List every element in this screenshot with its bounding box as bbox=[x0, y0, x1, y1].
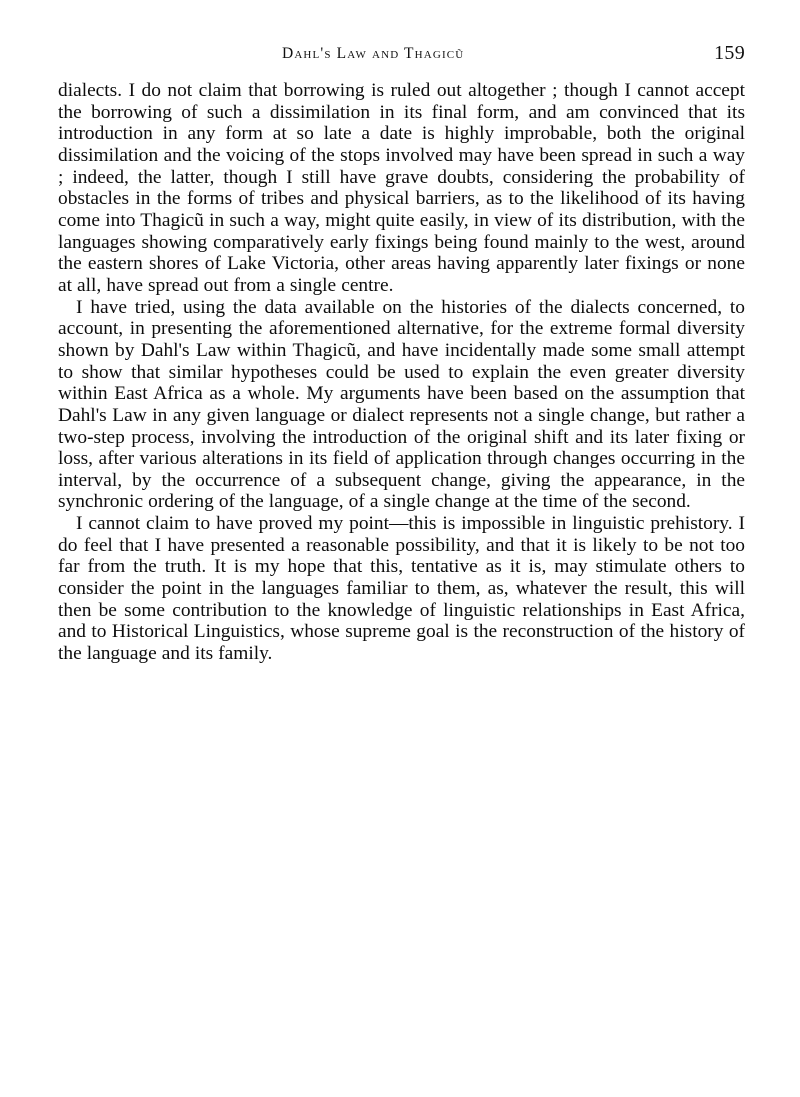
paragraph: I have tried, using the data available on the histories of the dialects concerned, to account, in presenting the aforementioned alternative, for the extreme formal diversity shown by Dahl's Law within Thagicũ, and have incidentally made some small attempt to show that similar hypotheses could be used to explain the even greater diversity within East Africa as a whole. My arguments have been based on the assumption that Dahl's Law in any given language or dialect represents not a single change, but rather a two-step process, involving the introduction of the original shift and its later fixing or loss, after various alterations in its field of application through changes occurring in the interval, by the occurrence of a subsequent change, giving the appearance, in the synchronic ordering of the language, of a single change at the time of the second. bbox=[58, 296, 745, 513]
paragraph: dialects. I do not claim that borrowing is ruled out altogether ; though I cannot accept the borrowing of such a dissimilation in its final form, and am convinced that its introduction in any form at so late a date is highly improbable, both the original dissimilation and the voicing of the stops involved may have been spread in such a way ; indeed, the latter, though I still have grave doubts, considering the probability of obstacles in the forms of tribes and physical barriers, as to the likelihood of its having come into Thagicũ in such a way, might quite easily, in view of its distribution, with the languages showing comparatively early fixings being found mainly to the west, around the eastern shores of Lake Victoria, other areas having apparently later fixings or none at all, have spread out from a single centre. bbox=[58, 80, 745, 296]
page-number: 159 bbox=[714, 42, 745, 64]
body-text-block bbox=[58, 80, 745, 665]
running-head-title: Dahl's Law and Thagicũ bbox=[282, 45, 465, 62]
paragraph: I cannot claim to have proved my point—this is impossible in linguistic prehistory. I do feel that I have presented a reasonable possibility, and that it is likely to be not too far from the truth. It is my hope that this, tentative as it is, may stimulate others to consider the point in the languages familiar to them, as, whatever the result, this will then be some contribution to the knowledge of linguistic relationships in East Africa, and to Historical Linguistics, whose supreme goal is the reconstruction of the history of the language and its family. bbox=[58, 513, 745, 665]
running-head bbox=[58, 44, 745, 68]
